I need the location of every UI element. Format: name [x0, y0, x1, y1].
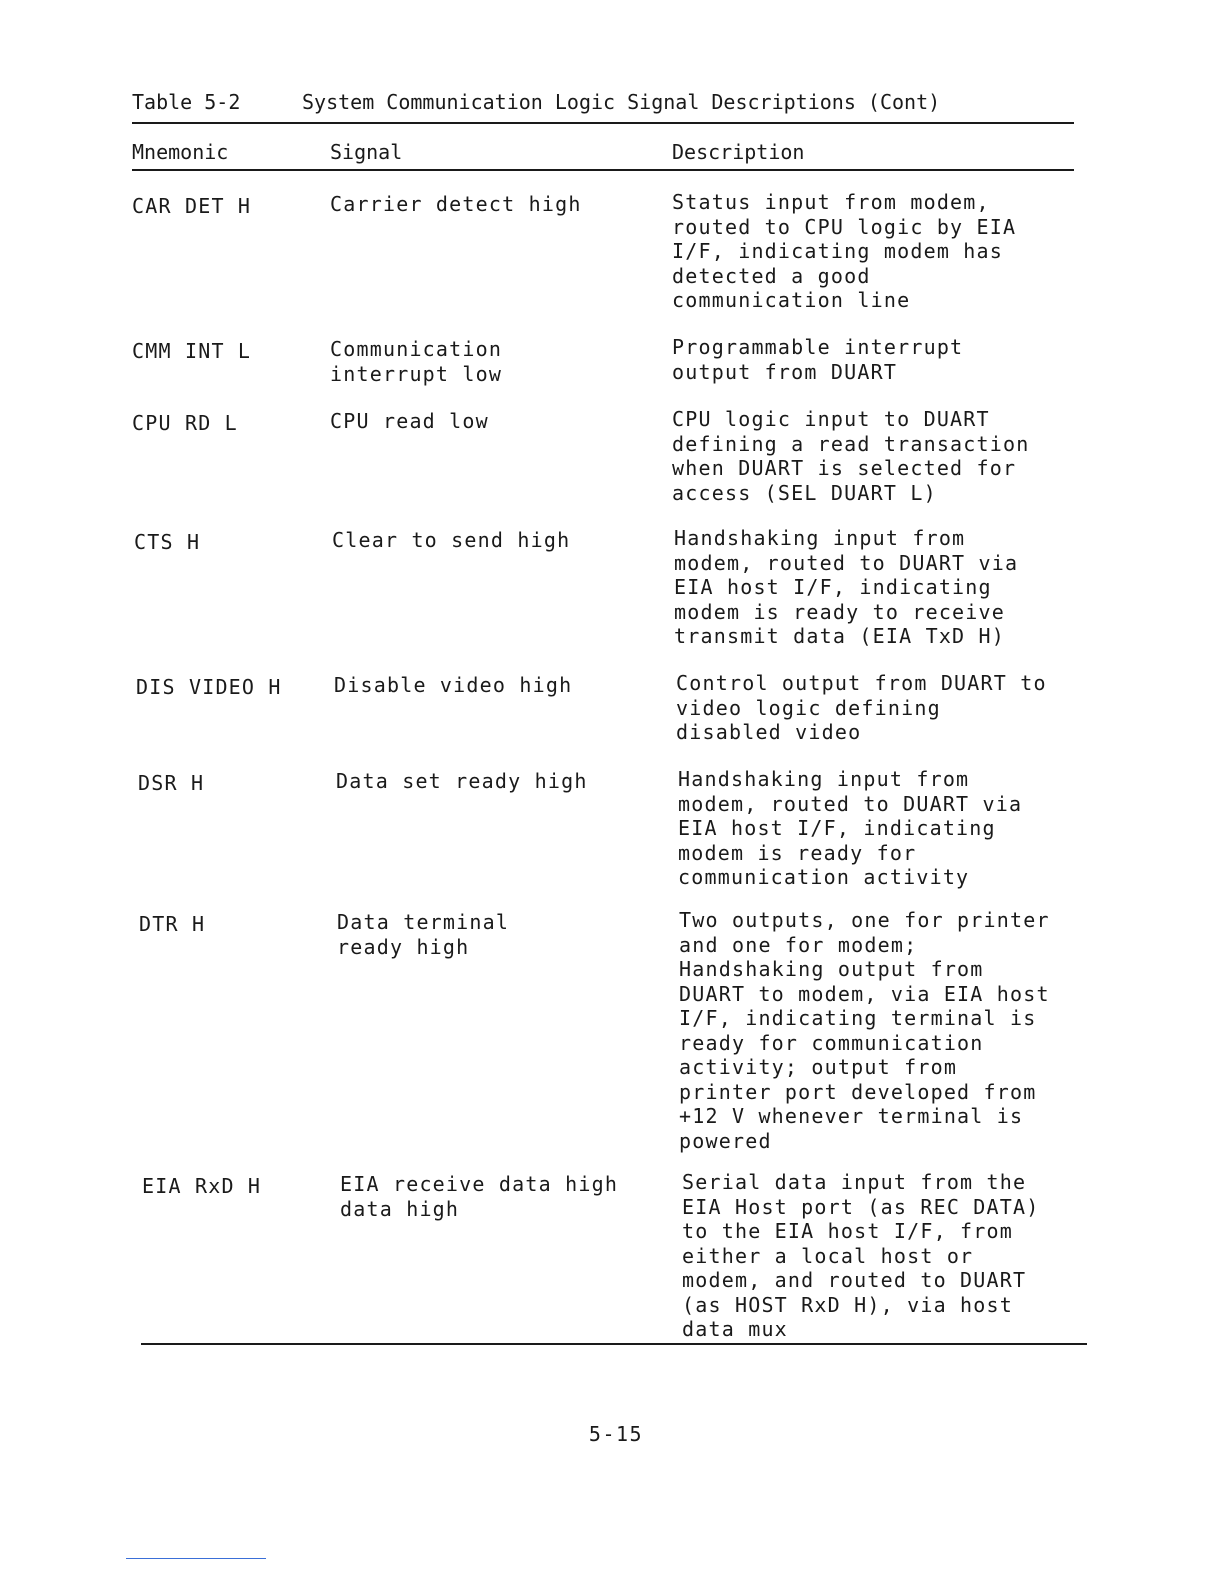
row-signal: Communication interrupt low: [330, 337, 503, 386]
row-signal: Carrier detect high: [330, 192, 582, 216]
scan-edge-line: [126, 1558, 266, 1559]
row-mnemonic: DIS VIDEO H: [136, 675, 282, 699]
row-mnemonic: DTR H: [139, 912, 206, 936]
row-signal: Clear to send high: [332, 528, 571, 552]
row-mnemonic: EIA RxD H: [142, 1174, 262, 1198]
row-mnemonic: DSR H: [138, 771, 205, 795]
row-description: Two outputs, one for printer and one for modem; Handshaking output from DUART to modem, via EIA host I/F, indicating terminal is ready for communication activity; output from printer port developed from +12 V whenever terminal is powered: [679, 908, 1050, 1153]
row-description: CPU logic input to DUART defining a read transaction when DUART is selected for access (SEL DUART L): [672, 407, 1030, 505]
page-number: 5-15: [588, 1422, 644, 1446]
row-signal: EIA receive data high data high: [340, 1172, 619, 1221]
row-mnemonic: CAR DET H: [132, 194, 252, 218]
row-signal: Data set ready high: [336, 769, 588, 793]
row-mnemonic: CMM INT L: [132, 339, 252, 363]
row-signal: CPU read low: [330, 409, 489, 433]
row-mnemonic: CPU RD L: [132, 411, 238, 435]
header-rule: [132, 169, 1074, 171]
row-mnemonic: CTS H: [134, 530, 201, 554]
row-description: Control output from DUART to video logic defining disabled video: [676, 671, 1047, 744]
bottom-rule: [141, 1343, 1087, 1345]
row-signal: Disable video high: [334, 673, 573, 697]
row-signal: Data terminal ready high: [337, 910, 510, 959]
table-caption: [132, 90, 1072, 114]
row-description: Status input from modem, routed to CPU logic by EIA I/F, indicating modem has detected a good communication line: [672, 190, 1017, 312]
row-description: Handshaking input from modem, routed to DUART via EIA host I/F, indicating modem is ready to receive transmit data (EIA TxD H): [674, 526, 1019, 648]
header-mnemonic: Mnemonic: [132, 140, 229, 164]
row-description: Handshaking input from modem, routed to DUART via EIA host I/F, indicating modem is ready for communication activity: [678, 767, 1023, 889]
table-number: Table 5-2: [132, 90, 241, 114]
header-signal: Signal: [330, 140, 403, 164]
top-rule: [132, 122, 1074, 124]
row-description: Programmable interrupt output from DUART: [672, 335, 964, 384]
table-title: System Communication Logic Signal Descriptions (Cont): [302, 90, 941, 114]
row-description: Serial data input from the EIA Host port (as REC DATA) to the EIA host I/F, from either a local host or modem, and routed to DUART (as HOST RxD H), via host data mux: [682, 1170, 1040, 1341]
header-description: Description: [672, 140, 805, 164]
